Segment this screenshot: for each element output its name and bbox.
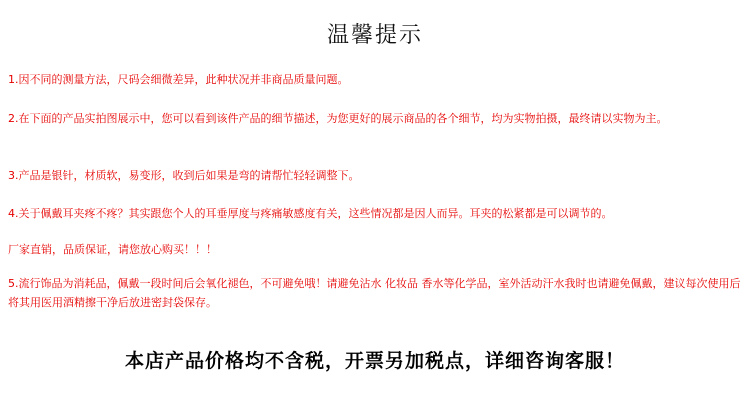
notice-item-care-instructions: 5.流行饰品为消耗品，佩戴一段时间后会氧化褪色，不可避免哦！请避免沾水 化妆品 香水等化学品，室外活动汗水我时也请避免佩戴，建议每次使用后将其用医用酒精擦干净后放进密封袋保存。 [8, 277, 741, 309]
notice-item-factory-direct: 厂家直销，品质保证，请您放心购买！！！ [8, 243, 217, 256]
notice-item-product-photos: 2.在下面的产品实拍图展示中，您可以看到该件产品的细节描述，为您更好的展示商品的各个细节，均为实物拍摄，最终请以实物为主。 [8, 112, 668, 125]
notice-item-measurement: 1.因不同的测量方法，尺码会细微差异，此种状况并非商品质量问题。 [8, 73, 349, 86]
notice-item-silver-needle: 3.产品是银针，材质软，易变形，收到后如果是弯的请帮忙轻轻调整下。 [8, 169, 360, 182]
notice-footer-tax: 本店产品价格均不含税，开票另加税点，详细咨询客服！ [124, 350, 625, 372]
notice-title: 温馨提示 [326, 23, 423, 48]
notice-item-ear-clip-pain: 4.关于佩戴耳夹疼不疼？其实跟您个人的耳垂厚度与疼痛敏感度有关，这些情况都是因人而异。耳夹的松紧都是可以调节的。 [8, 207, 613, 220]
